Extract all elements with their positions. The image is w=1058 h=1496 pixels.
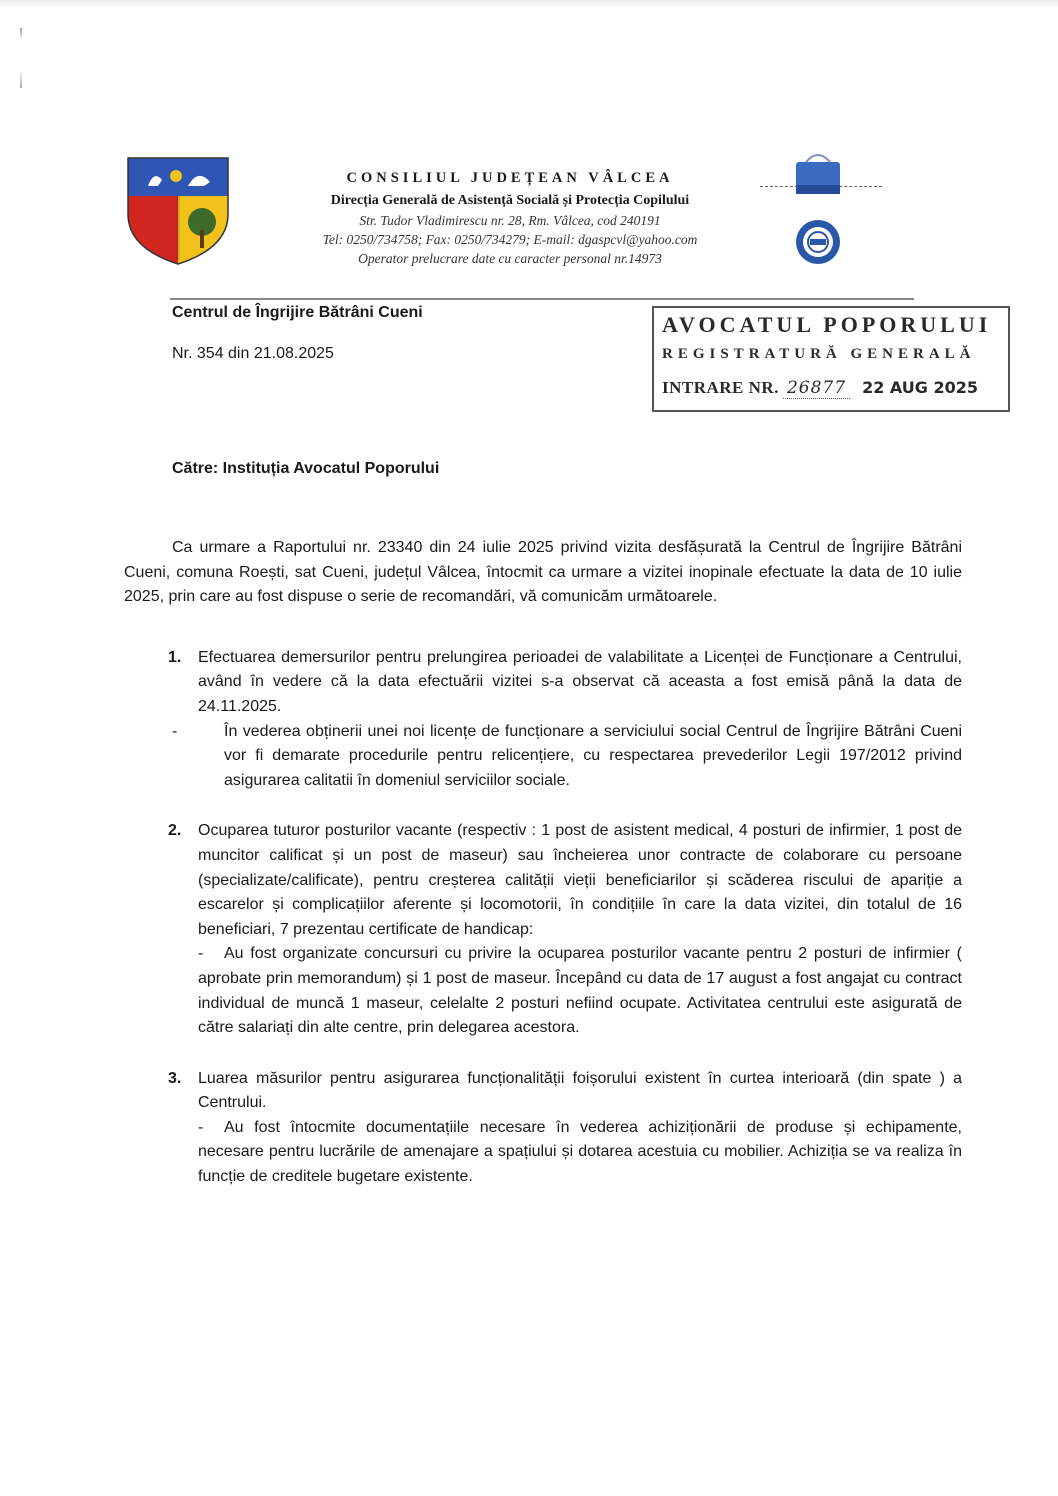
registry-stamp [652,306,1010,412]
item-number: 2. [168,822,182,840]
item-note-text: În vederea obținerii unei noi licențe de funcționare a serviciului social Centrul de Îngrijire Bătrâni Cueni vor fi demarate procedurile pentru relicențiere, cu respectarea prevederilor Legii 197/2012 privind asigurarea calitatii în domeniul serviciilor sociale. [224,722,962,789]
note-dash: - [172,722,178,740]
quality-seal-icon [792,218,844,266]
letter-body [124,536,962,1216]
council-name: CONSILIUL JUDEȚEAN VÂLCEA [346,170,674,186]
letterhead [250,170,770,270]
scan-artifact [20,28,22,88]
scan-edge [0,0,1058,8]
letterhead-operator: Operator prelucrare date cu caracter personal nr.14973 [358,251,662,266]
stamp-entry-line [662,378,978,399]
stamp-date: 22 AUG 2025 [862,378,979,397]
list-item [124,646,962,794]
stamp-entry-label: INTRARE NR. [662,378,779,397]
stamp-registry: REGISTRATURĂ GENERALĂ [662,346,976,362]
list-item [124,1067,962,1190]
directorate-name: Direcția Generală de Asistență Socială și Protecția Copilului [330,193,690,208]
letterhead-address: Str. Tudor Vladimirescu nr. 28, Rm. Vâlcea, cod 240191 [359,213,661,228]
recommendation-list [124,646,962,1190]
sender-center-name: Centrul de Îngrijire Bătrâni Cueni [172,304,423,321]
item-title: Efectuarea demersurilor pentru prelungirea perioadei de valabilitate a Licenței de Funcționare a Centrului, având în vedere că la data efectuării vizitei s-a observat că aceasta a fost emisă până la data de 24.11.2025. [198,648,962,715]
item-note-text: Au fost organizate concursuri cu privire la ocuparea posturilor vacante pentru 2 posturi de infirmier ( aprobate prin memorandum) și 1 post de maseur. Începând cu data de 17 august a fost angajat cu contract individual de muncă 1 maseur, celelalte 2 posturi nefiind ocupate. Activitatea centrului este asigurată de către salariați din alte centre, prin delegarea acestora. [198,945,962,1037]
note-dash: - [198,1118,204,1136]
item-note [198,1116,962,1190]
stamp-entry-number: 26877 [783,378,850,399]
item-note-text: Au fost întocmite documentațiile necesare în vederea achiziționării de produse și echipamente, necesare pentru lucrările de amenajare a spațiului și dotarea acestuia cu mobilier. Achiziția se va realiza în funcție de creditele bugetare existente. [198,1118,962,1186]
item-title: Luarea măsurilor pentru asigurarea funcționalității foișorului existent în curtea interioară (din spate ) a Centrului. [198,1069,962,1112]
item-number: 3. [168,1069,182,1087]
recipient-line: Către: Instituția Avocatul Poporului [172,460,440,477]
iso-certification-icon [792,152,844,196]
letterhead-separator [170,298,914,300]
document-number: Nr. 354 din 21.08.2025 [172,345,334,362]
stamp-institution: AVOCATUL POPORULUI [662,312,992,337]
list-item [124,819,962,1040]
item-note [172,720,962,794]
note-dash: - [198,945,204,963]
intro-paragraph: Ca urmare a Raportului nr. 23340 din 24 iulie 2025 privind vizita desfășurată la Centrul de Îngrijire Bătrâni Cueni, comuna Roești, sat Cueni, județul Vâlcea, întocmit ca urmare a vizitei inopinale efectuate la data de 10 iulie 2025, prin care au fost dispuse o serie de recomandări, vă comunicăm următoarele. [124,539,962,606]
item-note [198,942,962,1040]
county-crest-icon [126,156,230,266]
item-number: 1. [168,648,182,666]
item-title: Ocuparea tuturor posturilor vacante (respectiv : 1 post de asistent medical, 4 posturi de infirmier, 1 post de muncitor calificat și un post de maseur) sau încheierea unor contracte de colaborare cu persoane (specializate/calificate), pentru creșterea calității vieții beneficiarilor și scăderea riscului de apariție a escarelor și complicațiilor aferente și locomotorii, în condițiile în care la data vizitei, din totalul de 16 beneficiari, 7 prezentau certificate de handicap: [198,822,962,938]
letterhead-contact: Tel: 0250/734758; Fax: 0250/734279; E-mail: dgaspcvl@yahoo.com [322,232,698,247]
